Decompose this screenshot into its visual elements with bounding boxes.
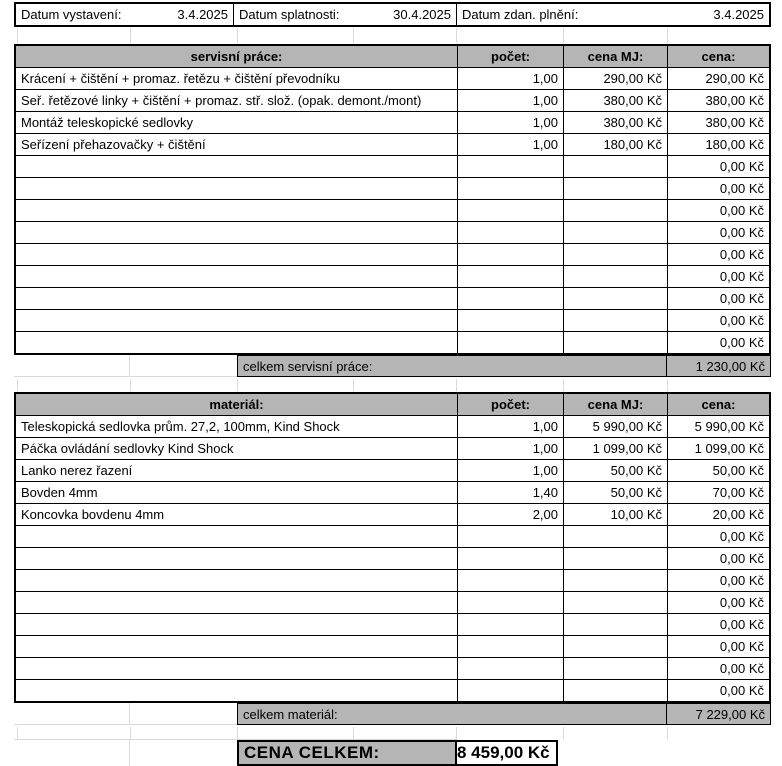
service-desc-cell [16,156,457,177]
date-issued-value: 3.4.2025 [177,7,228,22]
material-qty-cell [457,526,563,547]
service-desc-cell: Montáž teleskopické sedlovky [21,115,193,130]
material-row [16,438,769,460]
service-unit-price-cell [563,178,667,199]
material-row [16,526,769,548]
service-price-cell: 0,00 Kč [667,266,769,287]
service-price-cell: 180,00 Kč [667,134,769,155]
service-qty-cell: 1,00 [457,68,563,89]
service-price-cell: 0,00 Kč [667,200,769,221]
material-price-cell: 1 099,00 Kč [667,438,769,459]
service-row [16,134,769,156]
services-table [14,44,771,355]
material-price-cell: 50,00 Kč [667,460,769,481]
date-due-value: 30.4.2025 [393,7,451,22]
material-price-cell: 70,00 Kč [667,482,769,503]
material-price-cell: 0,00 Kč [667,526,769,547]
service-desc-cell [16,178,457,199]
service-price-cell: 0,00 Kč [667,332,769,353]
service-qty-cell: 1,00 [457,90,563,111]
gridline [237,379,238,391]
service-desc-cell: Krácení + čištění + promaz. řetězu + čištění převodníku [21,71,341,86]
service-price-cell: 0,00 Kč [667,288,769,309]
service-desc-cell: Seřízení přehazovačky + čištění [21,137,206,152]
materials-header-row [16,394,769,416]
date-tax-value: 3.4.2025 [713,7,764,22]
services-table-title: servisní práce: [190,49,283,64]
blank-cell [130,703,237,725]
service-row [16,310,769,332]
material-row [16,548,769,570]
service-unit-price-cell: 290,00 Kč [563,68,667,89]
service-price-cell: 0,00 Kč [667,222,769,243]
service-unit-price-cell [563,244,667,265]
services-header-row [16,46,769,68]
gridline [353,727,354,739]
gridline [130,727,131,739]
material-desc-cell [16,592,457,613]
gridline [130,28,131,43]
blank-cell [14,740,130,766]
gridline [456,727,457,739]
service-unit-price-cell [563,200,667,221]
material-desc-cell [16,680,457,701]
service-row [16,200,769,222]
materials-body [16,416,769,701]
material-row [16,416,769,438]
gridline [563,28,564,43]
material-qty-cell [457,570,563,591]
materials-table-title: materiál: [209,397,264,412]
service-desc-cell [16,266,457,287]
gridline [353,28,354,43]
service-desc-cell [16,310,457,331]
material-unit-price-cell [563,614,667,635]
material-price-cell: 0,00 Kč [667,570,769,591]
material-desc-cell [16,570,457,591]
material-price-cell: 20,00 Kč [667,504,769,525]
gridline [353,379,354,391]
service-unit-price-cell [563,310,667,331]
material-row [16,482,769,504]
service-desc-cell [16,200,457,221]
col-header-unit-price: cena MJ: [563,46,667,67]
service-unit-price-cell [563,156,667,177]
grand-total-value: 8 459,00 Kč [457,740,558,766]
material-qty-cell: 1,40 [457,482,563,503]
material-row [16,504,769,526]
material-unit-price-cell [563,658,667,679]
gridline [130,379,131,391]
services-body [16,68,769,353]
material-unit-price-cell: 50,00 Kč [563,460,667,481]
material-row [16,658,769,680]
material-price-cell: 0,00 Kč [667,614,769,635]
service-unit-price-cell [563,222,667,243]
material-qty-cell [457,636,563,657]
service-price-cell: 0,00 Kč [667,310,769,331]
materials-total-label: celkem materiál: [237,703,667,725]
date-due-label: Datum splatnosti: [239,7,340,22]
date-tax-label: Datum zdan. plnění: [462,7,579,22]
date-issued-cell [16,4,233,25]
service-row [16,244,769,266]
gridline [667,379,668,391]
material-price-cell: 0,00 Kč [667,680,769,701]
service-price-cell: 0,00 Kč [667,178,769,199]
gridline [563,379,564,391]
gridline [667,28,668,43]
gridline [237,28,238,43]
service-qty-cell [457,244,563,265]
service-price-cell: 290,00 Kč [667,68,769,89]
material-qty-cell [457,592,563,613]
service-desc-cell: Seř. řetězové linky + čištění + promaz. stř. slož. (opak. demont./mont) [21,93,422,108]
material-desc-cell: Teleskopická sedlovka prům. 27,2, 100mm, Kind Shock [21,419,340,434]
material-price-cell: 5 990,00 Kč [667,416,769,437]
date-due-cell [233,4,456,25]
dates-row [14,2,771,27]
service-row [16,266,769,288]
service-unit-price-cell: 380,00 Kč [563,90,667,111]
service-qty-cell [457,178,563,199]
service-qty-cell [457,332,563,353]
materials-total-row [14,703,771,725]
service-desc-cell [16,244,457,265]
material-desc-cell [16,658,457,679]
blank-cell [14,355,130,377]
material-qty-cell [457,658,563,679]
material-desc-cell [16,614,457,635]
material-unit-price-cell [563,592,667,613]
material-unit-price-cell: 50,00 Kč [563,482,667,503]
date-issued-label: Datum vystavení: [21,7,122,22]
col-header-price: cena: [667,46,769,67]
service-row [16,332,769,353]
blank-cell [130,355,237,377]
material-row [16,614,769,636]
gridline [667,727,668,739]
service-qty-cell [457,288,563,309]
material-qty-cell [457,680,563,701]
blank-cell [130,740,237,766]
material-row [16,592,769,614]
service-qty-cell [457,266,563,287]
material-unit-price-cell [563,680,667,701]
service-unit-price-cell [563,332,667,353]
material-desc-cell [16,526,457,547]
service-row [16,68,769,90]
gridline [17,727,18,739]
material-unit-price-cell [563,570,667,591]
service-unit-price-cell [563,288,667,309]
service-qty-cell [457,310,563,331]
services-total-label: celkem servisní práce: [237,355,667,377]
gridline [456,28,457,43]
service-row [16,288,769,310]
material-qty-cell: 1,00 [457,416,563,437]
service-qty-cell [457,222,563,243]
service-row [16,222,769,244]
services-total-row [14,355,771,377]
material-qty-cell [457,614,563,635]
gridline [17,379,18,391]
grand-total-row [14,740,558,766]
service-row [16,156,769,178]
gridline [237,727,238,739]
date-tax-cell [456,4,769,25]
service-desc-cell [16,332,457,353]
service-qty-cell: 1,00 [457,134,563,155]
material-row [16,680,769,701]
material-price-cell: 0,00 Kč [667,658,769,679]
gridline [17,28,18,43]
col-header-unit-price: cena MJ: [563,394,667,415]
col-header-price: cena: [667,394,769,415]
material-unit-price-cell: 1 099,00 Kč [563,438,667,459]
service-unit-price-cell: 380,00 Kč [563,112,667,133]
service-desc-cell [16,288,457,309]
services-total-value: 1 230,00 Kč [667,355,771,377]
material-row [16,636,769,658]
service-price-cell: 380,00 Kč [667,112,769,133]
blank-cell [14,703,130,725]
material-qty-cell: 1,00 [457,438,563,459]
service-unit-price-cell: 180,00 Kč [563,134,667,155]
material-qty-cell [457,548,563,569]
service-price-cell: 0,00 Kč [667,156,769,177]
service-row [16,112,769,134]
material-desc-cell: Páčka ovládání sedlovky Kind Shock [21,441,234,456]
material-unit-price-cell [563,636,667,657]
service-qty-cell [457,156,563,177]
material-row [16,570,769,592]
material-price-cell: 0,00 Kč [667,592,769,613]
service-row [16,90,769,112]
material-qty-cell: 2,00 [457,504,563,525]
material-desc-cell: Koncovka bovdenu 4mm [21,507,165,522]
service-qty-cell [457,200,563,221]
service-desc-cell [16,222,457,243]
materials-total-value: 7 229,00 Kč [667,703,771,725]
grand-total-label: CENA CELKEM: [237,740,457,766]
material-desc-cell: Lanko nerez řazení [21,463,133,478]
materials-table [14,392,771,703]
gridline [456,379,457,391]
material-qty-cell: 1,00 [457,460,563,481]
col-header-qty: počet: [457,394,563,415]
material-row [16,460,769,482]
material-unit-price-cell [563,526,667,547]
col-header-qty: počet: [457,46,563,67]
material-desc-cell [16,636,457,657]
service-price-cell: 380,00 Kč [667,90,769,111]
material-price-cell: 0,00 Kč [667,636,769,657]
service-unit-price-cell [563,266,667,287]
material-desc-cell [16,548,457,569]
material-price-cell: 0,00 Kč [667,548,769,569]
material-unit-price-cell: 5 990,00 Kč [563,416,667,437]
material-unit-price-cell: 10,00 Kč [563,504,667,525]
service-qty-cell: 1,00 [457,112,563,133]
material-desc-cell: Bovden 4mm [21,485,98,500]
material-unit-price-cell [563,548,667,569]
service-price-cell: 0,00 Kč [667,244,769,265]
service-row [16,178,769,200]
gridline [563,727,564,739]
